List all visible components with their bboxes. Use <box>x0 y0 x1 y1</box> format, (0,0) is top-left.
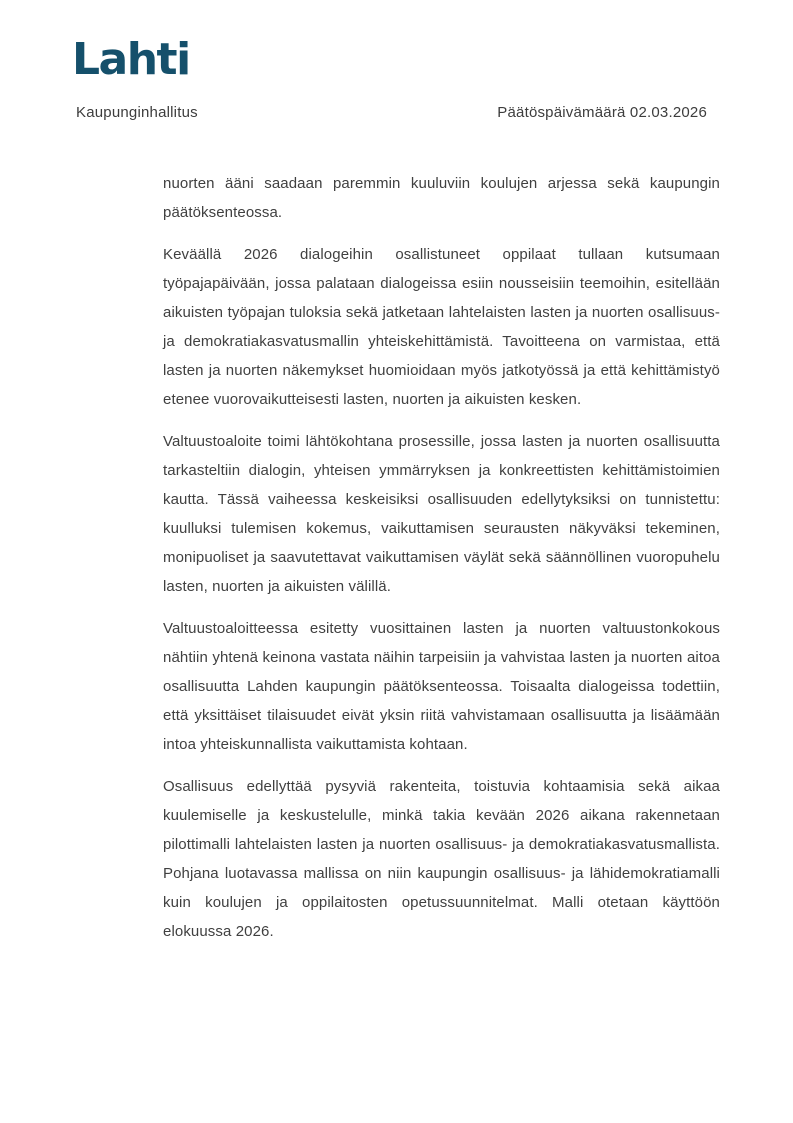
body-paragraph: Keväällä 2026 dialogeihin osallistuneet oppilaat tullaan kutsumaan työpajapäivään, jossa palataan dialogeissa esiin nousseisiin teemoihin, esitellään aikuisten työpajan tuloksia sekä jatketaan lahtelaisten lasten ja nuorten osallisuus- ja demokratiakasvatusmallin yhteiskehittämistä. Tavoitteena on varmistaa, että lasten ja nuorten näkemykset huomioidaan myös jatkotyössä ja että kehittämistyö etenee vuorovaikutteisesti lasten, nuorten ja aikuisten kesken. <box>163 246 720 408</box>
body-paragraph: Osallisuus edellyttää pysyviä rakenteita, toistuvia kohtaamisia sekä aikaa kuulemiselle ja keskustelulle, minkä takia kevään 2026 aikana rakennetaan pilottimalli lahtelaisten lasten ja nuorten osallisuus- ja demokratiakasvatusmallista. Pohjana luotavassa mallissa on niin kaupungin osallisuus- ja lähidemokratiamalli kuin koulujen ja oppilaitosten opetussuunnitelmat. Malli otetaan käyttöön elokuussa 2026. <box>163 778 720 940</box>
organization-name: Kaupunginhallitus <box>76 104 198 121</box>
body-paragraph: Valtuustoaloitteessa esitetty vuosittainen lasten ja nuorten valtuustonkokous nähtiin yhtenä keinona vastata näihin tarpeisiin ja vahvistaa lasten ja nuorten aitoa osallisuutta Lahden kaupungin päätöksenteossa. Toisaalta dialogeissa todettiin, että yksittäiset tilaisuudet eivät yksin riitä vahvistamaan osallisuutta ja lisäämään intoa yhteiskunnallista vaikuttamista kohtaan. <box>163 620 720 753</box>
document-body <box>163 169 720 959</box>
body-paragraph: nuorten ääni saadaan paremmin kuuluviin koulujen arjessa sekä kaupungin päätöksenteossa. <box>163 175 720 221</box>
body-paragraph: Valtuustoaloite toimi lähtökohtana prosessille, jossa lasten ja nuorten osallisuutta tarkasteltiin dialogin, yhteisen ymmärryksen ja konkreettisten kehittämistoimien kautta. Tässä vaiheessa keskeisiksi osallisuuden edellytyksiksi on tunnistettu: kuulluksi tulemisen kokemus, vaikuttamisen seurausten näkyväksi tekeminen, monipuoliset ja saavutettavat vaikuttamisen väylät sekä säännöllinen vuoropuhelu lasten, nuorten ja aikuisten välillä. <box>163 433 720 595</box>
decision-date: Päätöspäivämäärä 02.03.2026 <box>497 104 707 121</box>
document-header <box>76 104 707 121</box>
lahti-city-logo: Lahti <box>72 34 190 85</box>
